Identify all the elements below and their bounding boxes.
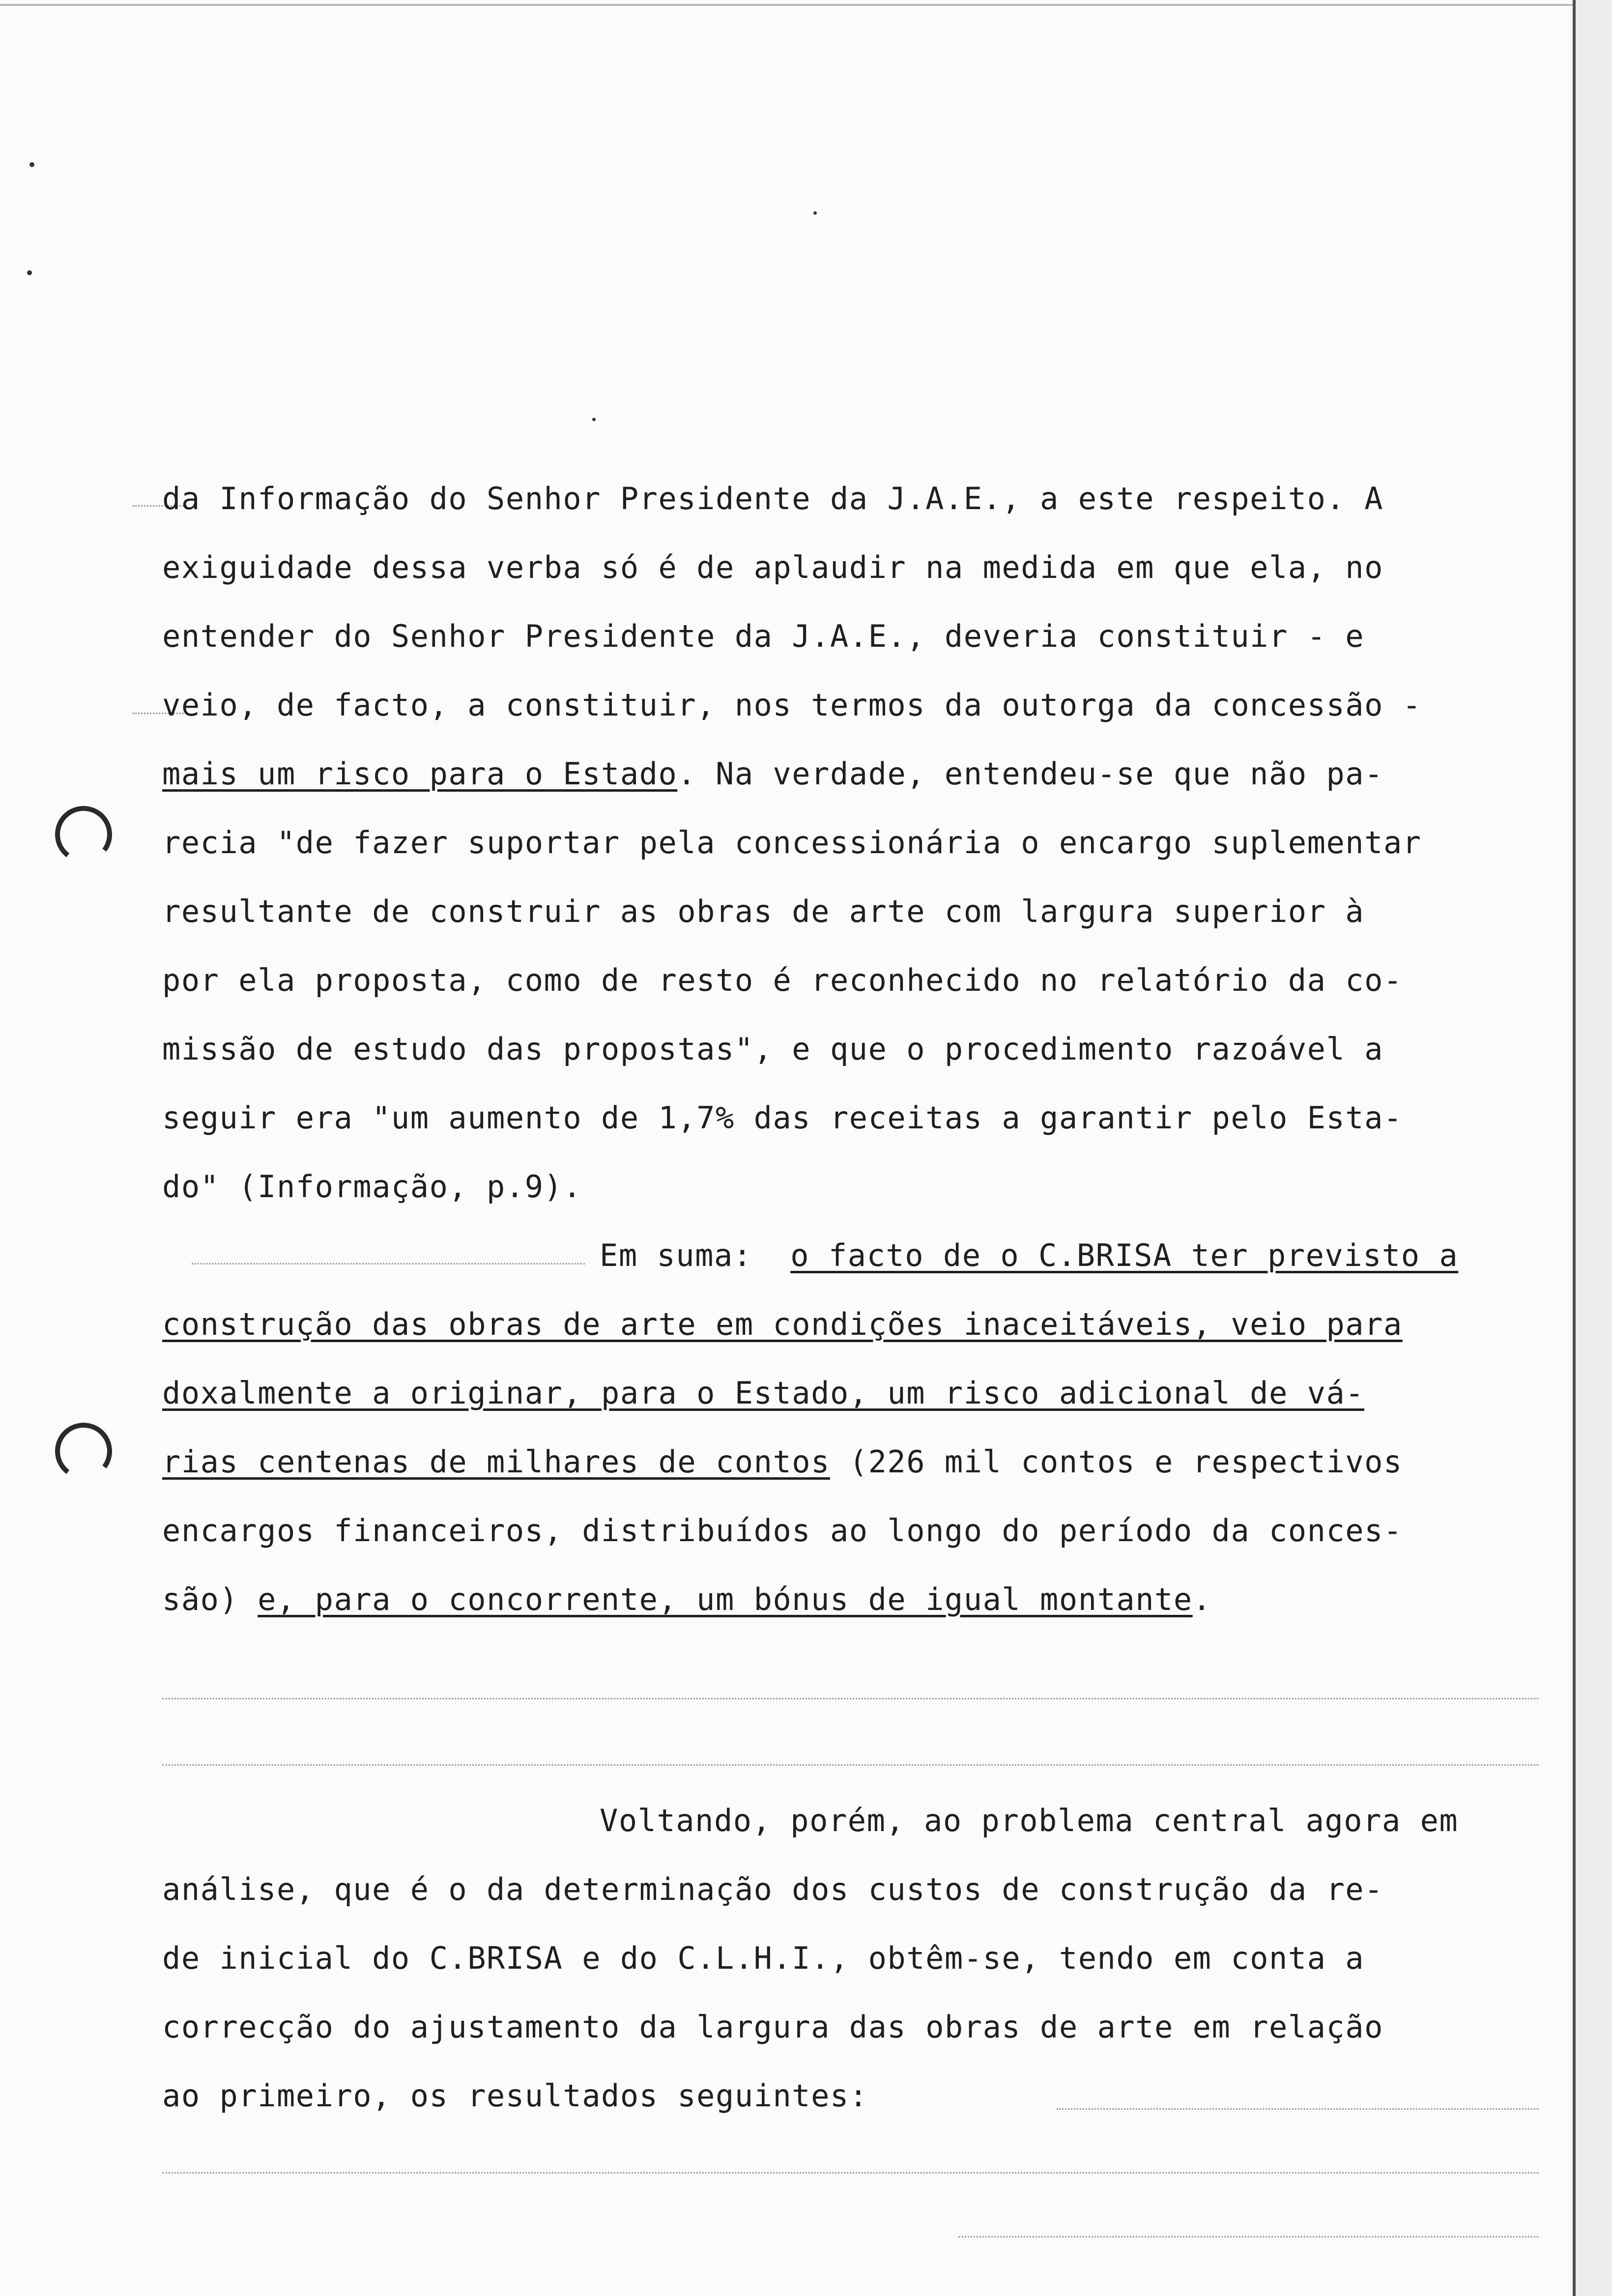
punch-hole-icon [51, 1419, 115, 1483]
paragraph-1-line-6: recia "de fazer suportar pela concessionária o encargo suplementar [162, 825, 1422, 861]
paragraph-1-line-7: resultante de construir as obras de arte com largura superior à [162, 893, 1365, 929]
underlined-phrase: mais um risco para o Estado [162, 756, 678, 792]
paragraph-1-line-9: missão de estudo das propostas", e que o procedimento razoável a [162, 1031, 1383, 1067]
blank-dotted-row [162, 2172, 1538, 2174]
punch-hole-icon [51, 802, 115, 866]
paragraph-3-line-1: Voltando, porém, ao problema central agora em [600, 1803, 1459, 1838]
paragraph-1-line-5 [162, 754, 1528, 794]
paragraph-1-line-3: entender do Senhor Presidente da J.A.E., deveria constituir - e [162, 618, 1365, 654]
scan-speck [29, 162, 34, 167]
top-scan-rule [0, 4, 1578, 6]
paragraph-1-line-11: do" (Informação, p.9). [162, 1169, 582, 1205]
paragraph-3-line-4: correcção do ajustamento da largura das obras de arte em relação [162, 2009, 1383, 2045]
summary-lead: Em suma: [600, 1237, 752, 1273]
paragraph-1-line-2: exiguidade dessa verba só é de aplaudir na medida em que ela, no [162, 549, 1383, 585]
paragraph-3-line-3: de inicial do C.BRISA e do C.L.H.I., obtêm-se, tendo em conta a [162, 1940, 1365, 1976]
paragraph-2-line-1 [600, 1236, 1533, 1275]
blank-dotted-row [162, 1764, 1538, 1766]
paragraph-3-line-5: ao primeiro, os resultados seguintes: [162, 2078, 868, 2114]
paragraph-2-line-6: são) e, para o concorrente, um bónus de igual montante. [162, 1581, 1212, 1617]
blank-dotted-row [958, 2236, 1538, 2238]
page-edge-line [1573, 0, 1576, 2296]
indent-dotted-guide [192, 1263, 585, 1264]
paragraph-3-line-2: análise, que é o da determinação dos custos de construção da re- [162, 1871, 1383, 1907]
paragraph-2-line-4: rias centenas de milhares de contos (226 mil contos e respectivos [162, 1444, 1403, 1480]
paragraph-2-line-5: encargos financeiros, distribuídos ao longo do período da conces- [162, 1513, 1403, 1549]
line-remainder: . Na verdade, entendeu-se que não pa- [677, 756, 1383, 792]
scan-speck [813, 211, 817, 215]
trailing-dotted-guide [1057, 2108, 1538, 2110]
underlined-phrase: o facto de o C.BRISA ter previsto a [790, 1237, 1459, 1273]
paragraph-1-line-4: veio, de facto, a constituir, nos termos da outorga da concessão - [162, 687, 1422, 723]
page-edge-shadow [1576, 0, 1612, 2296]
paragraph-1-line-8: por ela proposta, como de resto é reconhecido no relatório da co- [162, 962, 1403, 998]
paragraph-1-line-10: seguir era "um aumento de 1,7% das receitas a garantir pelo Esta- [162, 1100, 1403, 1136]
paragraph-2-line-3: doxalmente a originar, para o Estado, um risco adicional de vá- [162, 1375, 1365, 1411]
paragraph-1-line-1: da Informação do Senhor Presidente da J.A.E., a este respeito. A [162, 481, 1383, 517]
scan-speck [592, 418, 596, 421]
scan-speck [27, 270, 32, 275]
blank-dotted-row [162, 1698, 1538, 1699]
paragraph-2-line-2: construção das obras de arte em condições inaceitáveis, veio para [162, 1306, 1403, 1342]
